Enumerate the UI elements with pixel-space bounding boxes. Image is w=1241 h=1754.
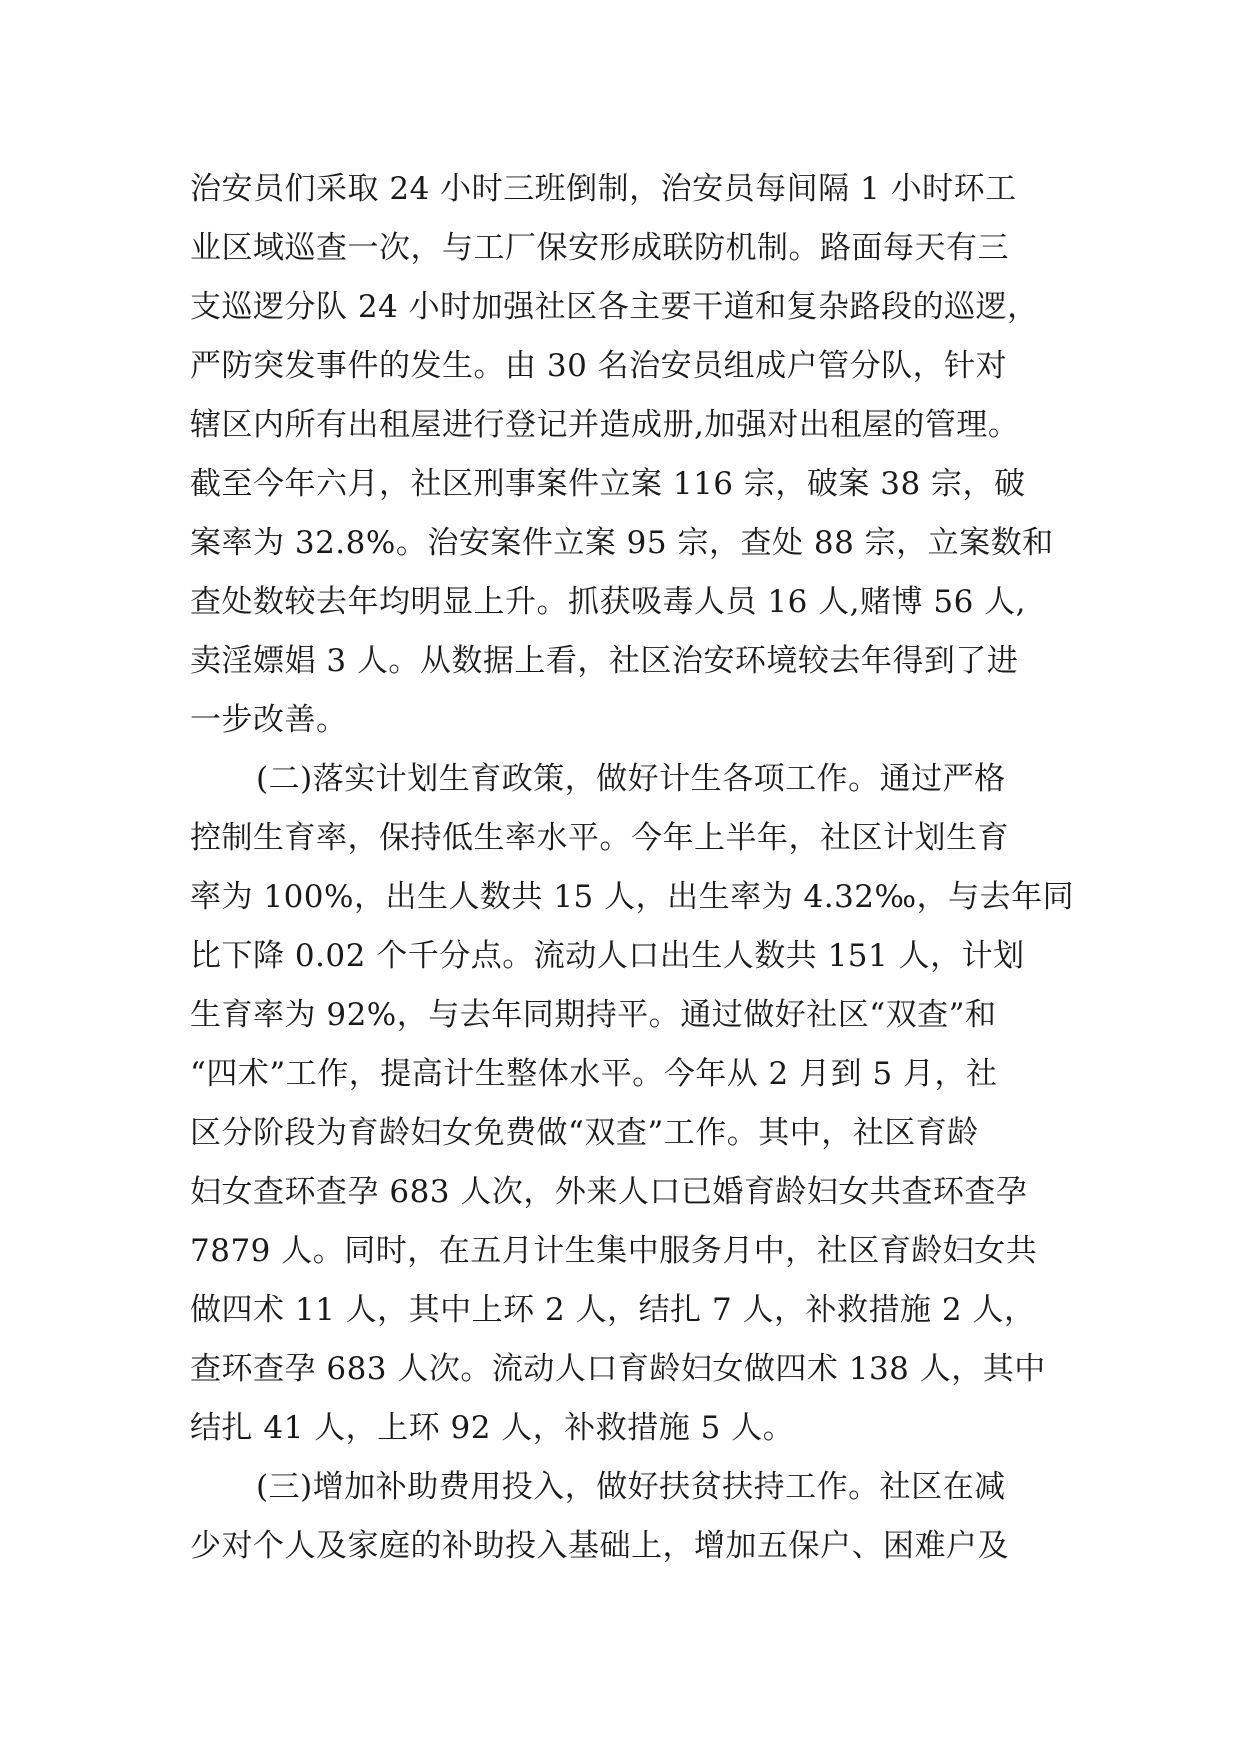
text-line: 比下降 0.02 个千分点。流动人口出生人数共 151 人，计划: [190, 938, 1025, 974]
text-line: 查处数较去年均明显上升。抓获吸毒人员 16 人,赌博 56 人,: [190, 584, 1027, 620]
text-line: 卖淫嫖娼 3 人。从数据上看，社区治安环境较去年得到了进: [190, 643, 1019, 679]
text-line: “四术”工作，提高计生整体水平。今年从 2 月到 5 月，社: [190, 1056, 998, 1092]
text-line: 控制生育率，保持低生率水平。今年上半年，社区计划生育: [190, 820, 1009, 856]
text-line: 率为 100%，出生人数共 15 人，出生率为 4.32‰，与去年同: [190, 879, 1075, 915]
text-line: 少对个人及家庭的补助投入基础上，增加五保户、困难户及: [190, 1528, 1009, 1564]
text-line: 治安员们采取 24 小时三班倒制，治安员每间隔 1 小时环工: [190, 171, 1017, 207]
text-line: 结扎 41 人，上环 92 人，补救措施 5 人。: [190, 1410, 795, 1446]
text-line: 查环查孕 683 人次。流动人口育龄妇女做四术 138 人，其中: [190, 1351, 1046, 1387]
text-line: 生育率为 92%，与去年同期持平。通过做好社区“双查”和: [190, 997, 997, 1033]
paragraph-heading-line: (二)落实计划生育政策，做好计生各项工作。通过严格: [256, 761, 1006, 797]
text-line: 区分阶段为育龄妇女免费做“双查”工作。其中，社区育龄: [190, 1115, 979, 1151]
text-line: 严防突发事件的发生。由 30 名治安员组成户管分队，针对: [190, 348, 1008, 384]
text-line: 妇女查环查孕 683 人次，外来人口已婚育龄妇女共查环查孕: [190, 1174, 1028, 1210]
text-line: 辖区内所有出租屋进行登记并造成册,加强对出租屋的管理。: [190, 407, 1020, 443]
paragraph-heading-line: (三)增加补助费用投入，做好扶贫扶持工作。社区在减: [256, 1469, 1006, 1505]
text-line: 案率为 32.8%。治安案件立案 95 宗，查处 88 宗，立案数和: [190, 525, 1054, 561]
text-line: 支巡逻分队 24 小时加强社区各主要干道和复杂路段的巡逻，: [190, 289, 1039, 325]
text-line: 截至今年六月，社区刑事案件立案 116 宗，破案 38 宗，破: [190, 466, 1026, 502]
text-line: 业区域巡查一次，与工厂保安形成联防机制。路面每天有三: [190, 230, 1009, 266]
body-text: [190, 160, 1075, 1576]
text-line: 做四术 11 人，其中上环 2 人，结扎 7 人，补救措施 2 人，: [190, 1292, 1036, 1328]
text-line: 一步改善。: [190, 702, 348, 738]
text-line: 7879 人。同时，在五月计生集中服务月中，社区育龄妇女共: [190, 1233, 1038, 1269]
